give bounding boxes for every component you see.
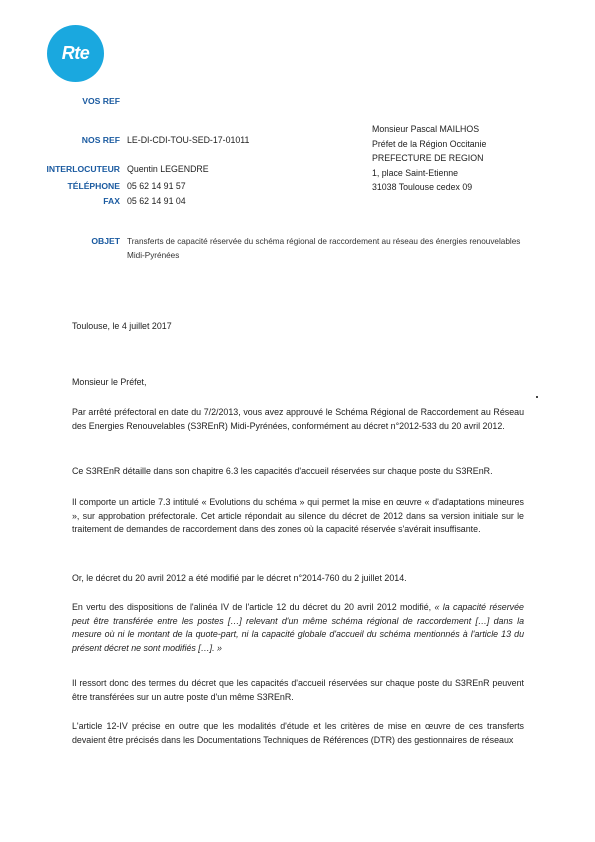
recipient-address [372,122,486,195]
body-paragraph-1: Par arrêté préfectoral en date du 7/2/2013, vous avez approuvé le Schéma Régional de Raccordement au Réseau des Energies Renouvelables (S3REnR) Midi-Pyrénées, conformément au décret n°2012-533 du 20 avril 2012. [72,407,524,431]
body-paragraph-3: Il comporte un article 7.3 intitulé « Evolutions du schéma » qui permet la mise en œuvre « d'adaptations mineures », sur approbation préfectorale. Cet article répondait au silence du décret de 2012 dans sa version initiale sur le traitement de demandes de raccordement dans des zones où la capacité réservée s'avérait insuffisante. [72,497,524,535]
objet-label: OBJET [91,236,120,246]
telephone-label: TÉLÉPHONE [67,181,120,191]
vos-ref-label: VOS REF [82,96,120,106]
objet-text: Transferts de capacité réservée du schéma régional de raccordement au réseau des énergies renouvelables Midi-Pyrénées [127,237,521,260]
body-paragraph-2: Ce S3REnR détaille dans son chapitre 6.3 les capacités d'accueil réservées sur chaque poste du S3REnR. [72,466,493,476]
nos-ref-label: NOS REF [81,135,120,145]
interlocuteur-value: Quentin LEGENDRE [127,164,209,174]
salutation: Monsieur le Préfet, [72,377,147,387]
recipient-line: PREFECTURE DE REGION [372,153,484,164]
body-paragraph-5 [72,601,524,655]
fax-value: 05 62 14 91 04 [127,196,186,206]
fax-label: FAX [103,196,120,206]
decree-quote: « la capacité réservée peut être transférée entre les postes […] relevant d'un même schéma régional de raccordement […] dans la mesure où ni le montant de la quote-part, ni la capacité globale d'accueil du schéma mentionnés à l'article 13 du présent décret ne sont modifiés […]. » [72,602,524,653]
telephone-value: 05 62 14 91 57 [127,181,186,191]
nos-ref-value: LE-DI-CDI-TOU-SED-17-01011 [127,135,250,145]
recipient-line: 31038 Toulouse cedex 09 [372,182,473,193]
recipient-line: 1, place Saint-Etienne [372,167,459,178]
interlocuteur-label: INTERLOCUTEUR [46,164,120,174]
body-paragraph-7: L'article 12-IV précise en outre que les modalités d'étude et les critères de mise en œuvre de ces transferts devaient être précisés dans les Documentations Techniques de Références (DTR) des gestionnaires de réseaux [72,721,524,745]
body-paragraph-6: Il ressort donc des termes du décret que les capacités d'accueil réservées sur chaque poste du S3REnR peuvent être transférées sur un autre poste d'un même S3REnR. [72,678,524,702]
recipient-line: Préfet de la Région Occitanie [372,138,487,149]
date-line: Toulouse, le 4 juillet 2017 [72,321,172,331]
recipient-line: Monsieur Pascal MAILHOS [372,124,480,134]
body-paragraph-4: Or, le décret du 20 avril 2012 a été modifié par le décret n°2014-760 du 2 juillet 2014. [72,573,407,583]
paragraph-intro: En vertu des dispositions de l'alinéa IV de l'article 12 du décret du 20 avril 2012 modifié, [72,602,435,612]
rte-logo: Rte [47,25,104,82]
scan-speck [536,396,538,398]
